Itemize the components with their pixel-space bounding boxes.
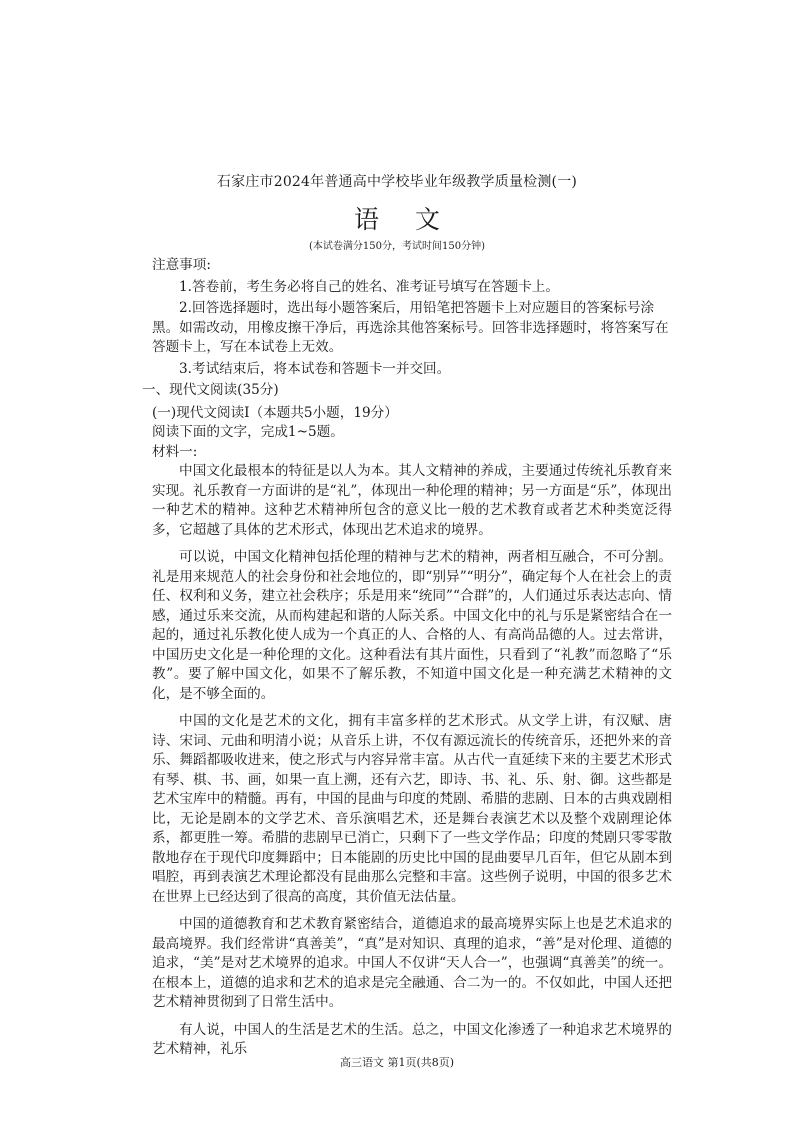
subject-title: 语 文: [354, 205, 454, 234]
passage-paragraph-1: 中国文化最根本的特征是以人为本。其人文精神的养成，主要通过传统礼乐教育来实现。礼乐教育一方面讲的是“礼”，体现出一种伦理的精神；另一方面是“乐”，体现出一种艺术的精神。这种艺术精神所包含的意义比一般的艺术教育或者艺术种类宽泛得多，它超越了具体的艺术形式，体现出艺术追求的境界。: [152, 463, 672, 538]
exam-content: [142, 256, 672, 1060]
exam-info: (本试卷满分150分，考试时间150分钟): [309, 241, 485, 252]
notice-heading: 注意事项:: [152, 257, 211, 273]
notice-rule-1: 1.答卷前，考生务必将自己的姓名、准考证号填写在答题卡上。: [179, 278, 559, 295]
passage-paragraph-3: 中国的文化是艺术的文化，拥有丰富多样的艺术形式。从文学上讲，有汉赋、唐诗、宋词、元曲和明清小说；从音乐上讲，不仅有源远流长的传统音乐，还把外来的音乐、舞蹈都吸收进来，使之形式与内容异常丰富。从古代一直延续下来的主要艺术形式有琴、棋、书、画，如果一直上溯，还有六艺，即诗、书、礼、乐、射、御。这些都是艺术宝库中的精髓。再有，中国的昆曲与印度的梵剧、希腊的悲剧、日本的古典戏剧相比，无论是剧本的文学艺术、音乐演唱艺术，还是舞台表演艺术以及整个戏剧理论体系，都更胜一筹。希腊的悲剧早已消亡，只剩下了一些文学作品；印度的梵剧只零零散散地存在于现代印度舞蹈中；日本能剧的历史比中国的昆曲要早几百年，但它从剧本到唱腔，再到表演艺术理论都没有昆曲那么完整和丰富。这些例子说明，中国的很多艺术在世界上已经达到了很高的高度，其价值无法估量。: [152, 713, 672, 905]
passage-paragraph-4: 中国的道德教育和艺术教育紧密结合，道德追求的最高境界实际上也是艺术追求的最高境界。我们经常讲“真善美”，“真”是对知识、真理的追求，“善”是对伦理、道德的追求，“美”是对艺术境界的追求。中国人不仅讲“天人合一”，也强调“真善美”的统一。在根本上，道德的追求和艺术的追求是完全融通、合二为一的。不仅如此，中国人还把艺术精神贯彻到了日常生活中。: [152, 916, 672, 1010]
notice-rule-3: 3.考试结束后，将本试卷和答题卡一并交回。: [179, 360, 451, 377]
passage-paragraph-5: 有人说，中国人的生活是艺术的生活。总之，中国文化渗透了一种追求艺术境界的艺术精神，礼乐: [152, 1021, 672, 1057]
subsection-title: (一)现代文阅读Ⅰ（本题共5小题，19分）: [152, 404, 398, 421]
reading-instruction: 阅读下面的文字，完成1~5题。: [152, 424, 344, 440]
material-label: 材料一:: [152, 443, 198, 460]
notice-rule-2: 2.回答选择题时，选出每小题答案后，用铅笔把答题卡上对应题目的答案标号涂黑。如需改动，用橡皮擦干净后，再选涂其他答案标号。回答非选择题时，将答案写在答题卡上，写在本试卷上无效。: [152, 300, 669, 355]
section-title: 一、现代文阅读(35分): [142, 382, 279, 398]
exam-title: 石家庄市2024年普通高中学校毕业年级教学质量检测(一): [216, 174, 578, 190]
page-footer: 高三语文 第1页(共8页): [339, 1056, 455, 1069]
passage-paragraph-2: 可以说，中国文化精神包括伦理的精神与艺术的精神，两者相互融合，不可分割。礼是用来规范人的社会身份和社会地位的，即“别异”“明分”，确定每个人在社会上的责任、权利和义务，建立社会秩序；乐是用来“统同”“合群”的，人们通过乐表达志向、情感，通过乐来交流，从而构建起和谐的人际关系。中国文化中的礼与乐是紧密结合在一起的，通过礼乐教化使人成为一个真正的人、合格的人、有高尚品德的人。过去常讲，中国历史文化是一种伦理的文化。这种看法有其片面性，只看到了“礼教”而忽略了“乐教”。要了解中国文化，如果不了解乐教，不知道中国文化是一种充满艺术精神的文化，是不够全面的。: [152, 549, 672, 702]
